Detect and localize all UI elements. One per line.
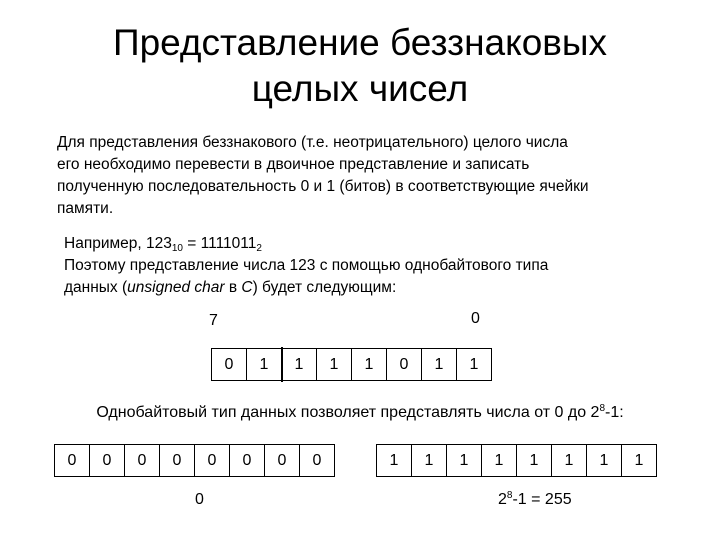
min-bit-cell: 0 [194, 444, 230, 477]
bit-cell: 1 [421, 348, 457, 381]
max-bit-cell: 1 [446, 444, 482, 477]
min-bit-cell: 0 [299, 444, 335, 477]
byte-cells [211, 348, 492, 381]
range-text-before: Однобайтовый тип данных позволяет представлять числа от 0 до 2 [96, 404, 600, 421]
range-description [0, 404, 720, 422]
example-prefix: Например, 123 [64, 235, 172, 252]
max-bit-cell: 1 [376, 444, 412, 477]
bit-cell: 1 [281, 348, 317, 381]
max-label-exp: 8 [506, 490, 513, 501]
intro-line-1: Для представления беззнакового (т.е. неотрицательного) целого числа [57, 134, 568, 151]
min-value-cells [54, 444, 335, 477]
example-equals: = 1111011 [182, 235, 257, 252]
example-line3-before: данных ( [64, 279, 128, 296]
intro-line-2: его необходимо перевести в двоичное представление и записать [57, 156, 530, 173]
max-bit-cell: 1 [411, 444, 447, 477]
example-line-2: Поэтому представление числа 123 с помощью однобайтового типа [64, 257, 549, 274]
max-bit-cell: 1 [516, 444, 552, 477]
max-label-rest: -1 = 255 [512, 491, 572, 508]
intro-line-3: полученную последовательность 0 и 1 (битов) в соответствующие ячейки [57, 178, 589, 195]
example-line-3 [64, 277, 684, 299]
max-bit-cell: 1 [621, 444, 657, 477]
example-line3-middle: в [224, 279, 242, 296]
min-bit-cell: 0 [264, 444, 300, 477]
type-name: unsigned char [127, 279, 225, 296]
bit-cell: 1 [351, 348, 387, 381]
bit-cell: 1 [246, 348, 282, 381]
range-exponent: 8 [599, 403, 605, 414]
bit-cell: 0 [386, 348, 422, 381]
decimal-base: 10 [171, 243, 183, 254]
min-bit-cell: 0 [54, 444, 90, 477]
example-line3-after: ) будет следующим: [252, 279, 397, 296]
example-paragraph [64, 233, 684, 299]
example-line-1 [64, 233, 684, 255]
bit-index-high: 7 [209, 312, 218, 329]
bit-cell: 0 [211, 348, 247, 381]
bit-cell: 1 [316, 348, 352, 381]
max-value-cells [376, 444, 657, 477]
binary-base: 2 [256, 243, 262, 254]
range-text-after: -1: [605, 404, 624, 421]
max-label-base: 2 [498, 491, 507, 508]
min-bit-cell: 0 [89, 444, 125, 477]
max-bit-cell: 1 [586, 444, 622, 477]
intro-paragraph [57, 132, 697, 220]
cell-divider [281, 347, 283, 382]
bit-cell: 1 [456, 348, 492, 381]
language-name: C [241, 279, 253, 296]
max-bit-cell: 1 [481, 444, 517, 477]
min-bit-cell: 0 [229, 444, 265, 477]
min-value-label: 0 [195, 491, 204, 508]
min-bit-cell: 0 [124, 444, 160, 477]
max-bit-cell: 1 [551, 444, 587, 477]
intro-line-4: памяти. [57, 200, 114, 217]
title-line-2: целых чисел [251, 68, 469, 109]
min-bit-cell: 0 [159, 444, 195, 477]
slide-title [0, 20, 720, 112]
max-value-label [498, 491, 572, 509]
bit-index-low: 0 [471, 310, 480, 327]
title-line-1: Представление беззнаковых [112, 22, 608, 63]
